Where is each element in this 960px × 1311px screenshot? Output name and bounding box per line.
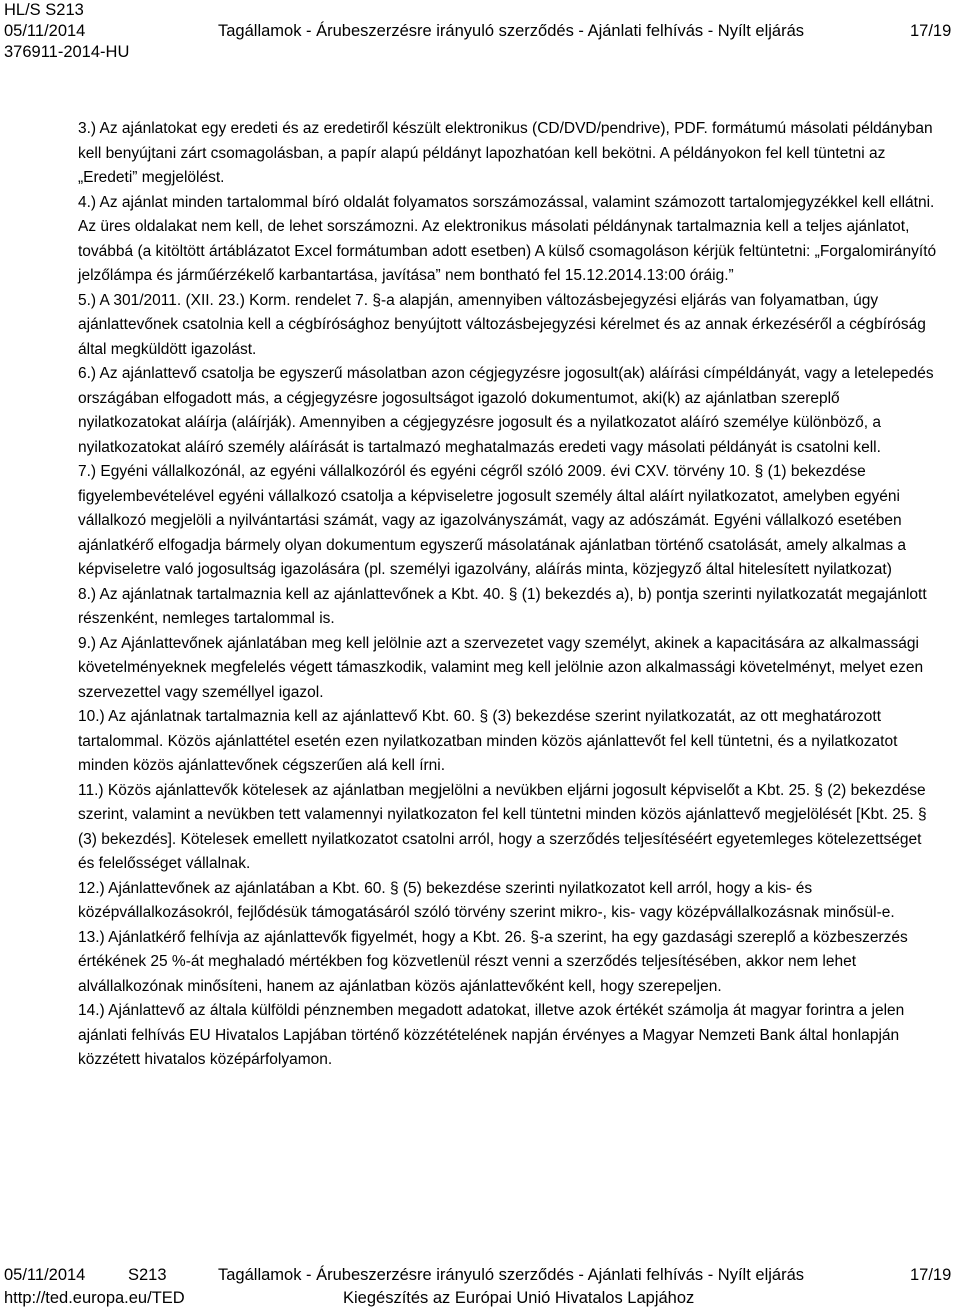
page-footer xyxy=(0,1265,960,1309)
paragraph-4: 4.) Az ajánlat minden tartalommal bíró oldalát folyamatos sorszámozással, valamint számozott tartalomjegyzékkel kell ellátni. Az üres oldalakat nem kell, de lehet sorszámozni. Az elektronikus másolati példánynak tartalmaznia kell a teljes ajánlatot, továbbá (a kitöltött ártáblázatot Excel formátumban adott esetben) A külső csomagoláson kérjük feltüntetni: „Forgalomirányító jelzőlámpa és járműérzékelő karbantartása, javítása” nem bontható fel 15.12.2014.13:00 óráig.” xyxy=(78,193,937,284)
header-page-number: 17/19 xyxy=(910,22,952,40)
footer-series: S213 xyxy=(128,1266,167,1284)
paragraph-14: 14.) Ajánlattevő az általa külföldi pénznemben megadott adatokat, illetve azok értékét számolja át magyar forintra a jelen ajánlati felhívás EU Hivatalos Lapjában történő közzétételének napján érvényes a Magyar Nemzeti Bank által honlapján közzétett hivatalos középárfolyamon. xyxy=(78,1002,905,1068)
paragraph-5: 5.) A 301/2011. (XII. 23.) Korm. rendelet 7. §-a alapján, amennyiben változásbejegyzési eljárás van folyamatban, úgy ajánlattevőnek csatolnia kell a cégbírósághoz benyújtott változásbejegyzési kérelmet és az annak érkezéséről a cégbíróság által megküldött igazolást. xyxy=(78,291,926,358)
footer-date: 05/11/2014 xyxy=(4,1266,86,1284)
footer-supplement: Kiegészítés az Európai Unió Hivatalos Lapjához xyxy=(343,1289,695,1307)
paragraph-3: 3.) Az ajánlatokat egy eredeti és az eredetiről készült elektronikus (CD/DVD/pendrive), PDF. formátumú másolati példányban kell benyújtani zárt csomagolásban, a papír alapú példányt lapozhatóan kell bekötni. A példányokon fel kell tüntetni az „Eredeti” megjelölést. xyxy=(78,120,933,186)
paragraph-9: 9.) Az Ajánlattevőnek ajánlatában meg kell jelölnie azt a szervezetet vagy személyt, akinek a kapacitására az alkalmassági követelményeknek megfelelés végett támaszkodik, valamint meg kell jelölnie azon alkalmassági követelményt, melyet ezen szervezettel vagy személlyel igazol. xyxy=(78,634,924,701)
paragraph-12: 12.) Ajánlattevőnek az ajánlatában a Kbt. 60. § (5) bekezdése szerinti nyilatkozatot kell arról, hogy a kis- és középvállalkozásokról, fejlődésük támogatásáról szóló törvény szerint mikro-, kis- vagy középvállalkozásnak minősül-e. xyxy=(78,879,895,921)
footer-title: Tagállamok - Árubeszerzésre irányuló szerződés - Ajánlati felhívás - Nyílt eljárás xyxy=(218,1266,804,1284)
header-date: 05/11/2014 xyxy=(4,22,86,40)
journal-ref: HL/S S213 xyxy=(4,1,84,19)
footer-url[interactable]: http://ted.europa.eu/TED xyxy=(4,1289,185,1307)
page-header xyxy=(0,0,960,60)
paragraph-10: 10.) Az ajánlatnak tartalmaznia kell az ajánlattevő Kbt. 60. § (3) bekezdése szerint nyilatkozatát, az ott meghatározott tartalommal. Közös ajánlattétel esetén ezen nyilatkozatban minden közös ajánlattevőt fel kell tüntetni, és a nyilatkozatot minden közös ajánlattevőnek cégszerűen alá kell írni. xyxy=(78,708,898,774)
paragraph-11: 11.) Közös ajánlattevők kötelesek az ajánlatban megjelölni a nevükben eljárni jogosult képviselőt a Kbt. 25. § (2) bekezdése szerint, valamint a nevükben tett valamennyi nyilatkozaton fel kell tüntetni minden közös ajánlattevő megjelölését [Kbt. 25. § (3) bekezdés]. Kötelesek emellett nyilatkozatot csatolni arról, hogy a szerződés teljesítéséért egyetemleges kötelezettséget és felelősséget vállalnak. xyxy=(78,781,927,872)
notice-id: 376911-2014-HU xyxy=(4,43,130,61)
header-title: Tagállamok - Árubeszerzésre irányuló szerződés - Ajánlati felhívás - Nyílt eljárás xyxy=(218,22,804,40)
paragraph-8: 8.) Az ajánlatnak tartalmaznia kell az ajánlattevőnek a Kbt. 40. § (1) bekezdés a), b) pontja szerinti nyilatkozatát megajánlott részenként, nemleges tartalommal is. xyxy=(78,585,927,627)
paragraph-6: 6.) Az ajánlattevő csatolja be egyszerű másolatban azon cégjegyzésre jogosult(ak) aláírási címpéldányát, vagy a letelepedés országában elfogadott más, a cégjegyzésre jogosultságot igazoló dokumentumot, aki(k) az ajánlatban szereplő nyilatkozatokat aláírja (aláírják). Amennyiben a cégjegyzésre jogosult és a nyilatkozatot aláíró személye különböző, a nyilatkozatokat aláíró személy aláírását is tartalmazó meghatalmazás eredeti vagy másolati példányát is csatolni kell. xyxy=(78,365,934,456)
document-body xyxy=(78,117,940,1073)
paragraph-13: 13.) Ajánlatkérő felhívja az ajánlattevők figyelmét, hogy a Kbt. 26. §-a szerint, ha egy gazdasági szereplő a közbeszerzés értékének 25 %-át meghaladó mértékben fog közvetlenül részt venni a szerződés teljesítésében, akkor nem lehet alvállalkozónak minősíteni, hanem az ajánlatban közös ajánlattevőként kell, hogy szerepeljen. xyxy=(78,928,908,995)
paragraph-7: 7.) Egyéni vállalkozónál, az egyéni vállalkozóról és egyéni cégről szóló 2009. évi CXV. törvény 10. § (1) bekezdése figyelembevételével egyéni vállalkozó csatolja a képviseletre jogosult személy által aláírt nyilatkozatot, amelyben egyéni vállalkozó megjelöli a nyilvántartási számát, vagy az igazolványszámát, vagy az adószámát. Egyéni vállalkozó esetében ajánlatkérő elfogadja bármely olyan dokumentum egyszerű másolatának ajánlatban történő csatolását, amely alkalmas a képviseletre való jogosultság igazolására (pl. személyi igazolvány, aláírás minta, közjegyző által hitelesített nyilatkozat) xyxy=(78,463,906,578)
footer-page-number: 17/19 xyxy=(910,1266,952,1284)
